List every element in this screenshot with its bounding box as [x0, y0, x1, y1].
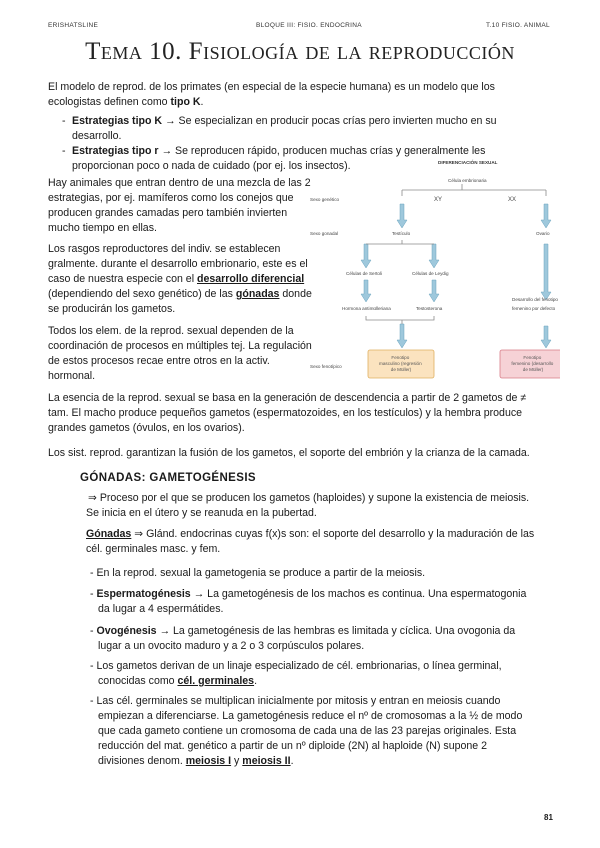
node-testiculo: Testículo — [392, 231, 411, 236]
bullet-meiosis: - En la reprod. sexual la gametogenia se produce a partir de la meiosis. — [90, 567, 426, 579]
arrow-to-female-box — [541, 326, 551, 348]
arrow-to-hormona — [361, 280, 371, 302]
page-title: Tema 10. Fisiología de la reproducción — [85, 38, 515, 65]
para-reproductive-traits: Los rasgos reproductores del indiv. se establecen gralmente. durante el desarrollo embrionario, este es el caso de nuestra especie con el desarrollo diferencial (dependiendo del sexo genético) de las gónadas donde se producirán los gametos. — [48, 243, 312, 315]
sexual-differentiation-diagram — [306, 156, 560, 388]
node-sertoli: Células de Sertoli — [346, 271, 383, 276]
intro-paragraph: El modelo de reprod. de los primates (en especial de la especie humana) es un modelo que los ecologistas definen como tipo K. — [48, 81, 495, 108]
node-hormona: Hormona antimülleriana — [342, 306, 391, 311]
label-xy: XY — [434, 197, 443, 203]
header-left: ERISHATSLINE — [48, 22, 99, 29]
svg-text:Fenotipo masculino (regres: Fenotipo masculino (regresión de Müller) — [379, 355, 422, 372]
svg-text:Fenotipo femenino (desarro: Fenotipo femenino (desarrollo de Müller) — [511, 355, 554, 372]
bullet-ovogenesis: - Ovogénesis → La gametogénesis de las hembras es limitada y cíclica. Una ovogonia da lugar a un ovocito maduro y a 2 o 3 corpúsculos polares. — [90, 625, 516, 652]
arrow-to-sertoli — [361, 244, 371, 268]
label-xx: XX — [508, 197, 517, 203]
arrow-to-female-phenotype — [541, 244, 551, 300]
row-label-fenotipico: Sexo fenotípico — [310, 364, 342, 369]
gametogenesis-definition: ⇒ Proceso por el que se producen los gametos (haploides) y supone la existencia de meiosis. Se inicia en el útero y se reanuda en la pubertad. — [86, 492, 530, 519]
arrow-to-ovario — [541, 204, 551, 228]
arrow-to-testiculo — [397, 204, 407, 228]
page-number: 81 — [544, 813, 553, 822]
para-mixed-strategies: Hay animales que entran dentro de una mezcla de las 2 estrategias, por ej. mamíferos como los conejos que producen grandes camadas pero también invierten mucho tiempo en ellas. — [48, 177, 311, 234]
node-female-default: Desarrollo del fenotipo femenino por defecto — [512, 297, 558, 311]
header-center: BLOQUE III: FISIO. ENDOCRINA — [256, 22, 362, 29]
strategy-k: - Estrategias tipo K → Se especializan en producir pocas crías pero invierten mucho en su desarrollo. — [62, 115, 497, 142]
node-testosterona: Testosterona — [416, 306, 443, 311]
diagram-root: Célula embrionaria — [448, 178, 487, 183]
bullet-espermatogenesis: - Espermatogénesis → La gametogénesis de los machos es continua. Una espermatogonia da lugar a 4 espermátides. — [90, 588, 527, 615]
section-title: GÓNADAS: GAMETOGÉNESIS — [80, 472, 256, 484]
row-label-genetico: Sexo genético — [310, 197, 340, 202]
strategy-r: - Estrategias tipo r → Se reproducen rápido, producen muchas crías y generalmente les proporcionan poco o nada de cuidado (por ej. los insectos). — [62, 145, 486, 172]
arrow-to-leydig — [429, 244, 439, 268]
node-leydig: Células de Leydig — [412, 271, 449, 276]
bullet-germ-line: - Los gametos derivan de un linaje especializado de cél. embrionarias, o línea germinal, conocidas como cél. germinales. — [90, 660, 502, 687]
arrow-to-male-box — [397, 324, 407, 348]
row-label-gonadal: Sexo gonadal — [310, 231, 339, 236]
header-right: T.10 FISIO. ANIMAL — [486, 22, 550, 29]
bullet-mitosis-meiosis: - Las cél. germinales se multiplican inicialmente por mitosis y entran en meiosis cuando empiezan a diferenciarse. La gametogénesis reduce el nº de cromosomas a la ½ de modo que cada gameto contiene un cromosoma de cada una de las 23 parejas originales. Esta reducción del mat. genético a partir de un nº diploide (2N) al haploide (N) supone 2 divisiones denom. meiosis I y meiosis II. — [90, 695, 523, 767]
arrow-to-testosterona — [429, 280, 439, 302]
para-esencia: La esencia de la reprod. sexual se basa en la generación de descendencia a partir de 2 gametos de ≠ tam. El macho produce pequeños gametos (espermatozoides, en los testículos) y la hembra produce grandes gametos (óvulos, en los ovarios). — [48, 392, 527, 434]
node-ovario: Ovario — [536, 231, 550, 236]
para-coordination: Todos los elem. de la reprod. sexual dependen de la coordinación de procesos en múltiples tej. La regulación de estos procesos recae entre otros en la activ. hormonal. — [48, 325, 312, 382]
gonadas-definition: Gónadas ⇒ Glánd. endocrinas cuyas f(x)s son: el soporte del desarrollo y la maduración de las cél. germinales masc. y fem. — [86, 528, 535, 555]
diagram-title: DIFERENCIACIÓN SEXUAL — [438, 160, 498, 165]
flow-arrows — [361, 204, 551, 348]
para-sistemas: Los sist. reprod. garantizan la fusión de los gametos, el soporte del embrión y la crianza de la camada. — [48, 447, 530, 459]
